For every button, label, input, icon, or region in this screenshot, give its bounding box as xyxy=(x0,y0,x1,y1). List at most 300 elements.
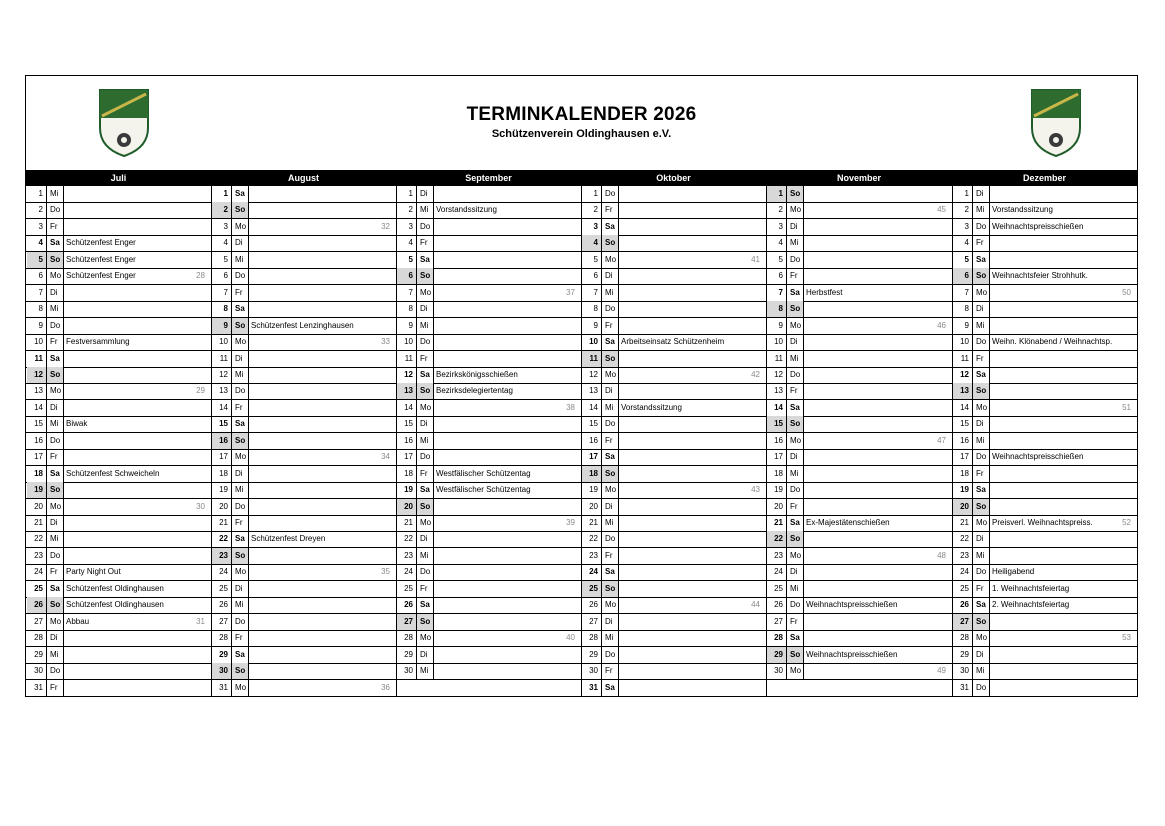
day-row[interactable] xyxy=(952,614,1137,630)
day-row[interactable] xyxy=(581,252,766,268)
day-row[interactable] xyxy=(211,499,396,515)
day-row[interactable] xyxy=(581,186,766,202)
day-row[interactable] xyxy=(581,202,766,218)
day-row[interactable] xyxy=(211,285,396,301)
day-row[interactable] xyxy=(581,597,766,613)
day-row[interactable] xyxy=(952,630,1137,646)
day-row[interactable] xyxy=(952,268,1137,284)
day-number: 8 xyxy=(767,301,786,317)
week-number: 37 xyxy=(566,288,575,297)
day-row[interactable] xyxy=(26,416,211,432)
weekday-label: Do xyxy=(976,452,987,461)
event-text xyxy=(249,548,395,564)
weekday-label: Mi xyxy=(605,288,614,297)
day-row[interactable] xyxy=(766,647,952,663)
day-row[interactable] xyxy=(396,351,581,367)
day-row[interactable] xyxy=(766,531,952,547)
day-row[interactable] xyxy=(396,219,581,235)
day-row[interactable] xyxy=(766,268,952,284)
day-row[interactable] xyxy=(581,383,766,399)
day-row[interactable] xyxy=(766,334,952,350)
day-row[interactable] xyxy=(766,449,952,465)
day-row[interactable] xyxy=(766,202,952,218)
day-row[interactable] xyxy=(581,351,766,367)
week-number: 36 xyxy=(381,683,390,692)
day-row[interactable] xyxy=(396,301,581,317)
day-row[interactable] xyxy=(26,663,211,679)
day-row[interactable] xyxy=(766,614,952,630)
day-row[interactable] xyxy=(952,334,1137,350)
day-row[interactable] xyxy=(581,531,766,547)
day-row[interactable] xyxy=(211,597,396,613)
day-row[interactable] xyxy=(581,334,766,350)
event-text: Preisverl. Weihnachtspreiss. xyxy=(992,518,1093,527)
day-row[interactable] xyxy=(952,186,1137,202)
event-text xyxy=(249,186,395,202)
event-text xyxy=(249,433,395,449)
day-row[interactable] xyxy=(211,482,396,498)
day-number: 2 xyxy=(964,205,969,214)
day-row[interactable] xyxy=(396,515,581,531)
day-row[interactable] xyxy=(211,630,396,646)
day-row[interactable] xyxy=(26,268,211,284)
day-row[interactable] xyxy=(26,564,211,580)
event-text xyxy=(64,499,210,515)
day-row[interactable] xyxy=(396,186,581,202)
day-row[interactable] xyxy=(396,581,581,597)
day-row[interactable] xyxy=(26,400,211,416)
day-row[interactable] xyxy=(26,515,211,531)
day-row[interactable] xyxy=(952,466,1137,482)
day-row[interactable] xyxy=(396,531,581,547)
day-number: 14 xyxy=(774,403,783,412)
event-text xyxy=(249,367,395,383)
day-number: 31 xyxy=(960,683,969,692)
day-row[interactable] xyxy=(211,202,396,218)
day-number: 28 xyxy=(404,633,413,642)
day-row[interactable] xyxy=(26,597,211,613)
day-row[interactable] xyxy=(26,449,211,465)
day-row[interactable] xyxy=(766,186,952,202)
day-number: 10 xyxy=(404,337,413,346)
event-text: Schützenfest Lenzinghausen xyxy=(251,321,354,330)
day-row[interactable] xyxy=(26,301,211,317)
day-row[interactable] xyxy=(396,400,581,416)
day-number: 26 xyxy=(774,600,783,609)
weekday-label: Sa xyxy=(235,304,245,313)
day-row[interactable] xyxy=(952,449,1137,465)
day-row[interactable] xyxy=(766,383,952,399)
weekday-label: Mo xyxy=(605,370,617,379)
day-row[interactable] xyxy=(26,285,211,301)
day-row[interactable] xyxy=(396,663,581,679)
day-number: 6 xyxy=(397,268,416,284)
weekday-label: Mi xyxy=(790,584,799,593)
day-row[interactable] xyxy=(952,202,1137,218)
day-number: 15 xyxy=(767,416,786,432)
day-number: 12 xyxy=(27,367,46,383)
day-row[interactable] xyxy=(211,680,396,696)
day-number: 13 xyxy=(589,386,598,395)
day-number: 2 xyxy=(212,202,231,218)
day-row[interactable] xyxy=(766,400,952,416)
day-row[interactable] xyxy=(26,482,211,498)
day-row[interactable] xyxy=(396,202,581,218)
day-row[interactable] xyxy=(952,499,1137,515)
weekday-label: Mi xyxy=(235,255,244,264)
day-row[interactable] xyxy=(581,647,766,663)
day-row[interactable] xyxy=(26,647,211,663)
day-row[interactable] xyxy=(766,548,952,564)
event-text xyxy=(990,663,1136,679)
event-text xyxy=(804,400,951,416)
day-row[interactable] xyxy=(581,515,766,531)
day-row[interactable] xyxy=(766,482,952,498)
weekday-label: Do xyxy=(976,222,987,231)
day-number: 21 xyxy=(589,518,598,527)
day-row[interactable] xyxy=(952,285,1137,301)
day-row[interactable] xyxy=(581,548,766,564)
day-number: 31 xyxy=(34,683,43,692)
weekday-label: So xyxy=(973,383,989,399)
weekday-label: Di xyxy=(420,419,428,428)
day-row[interactable] xyxy=(581,268,766,284)
weekday-label: Mo xyxy=(235,452,247,461)
day-row[interactable] xyxy=(581,235,766,251)
day-row[interactable] xyxy=(396,499,581,515)
day-row[interactable] xyxy=(581,630,766,646)
weekday-label: Sa xyxy=(235,189,245,198)
day-row[interactable] xyxy=(766,466,952,482)
day-row[interactable] xyxy=(211,268,396,284)
event-text xyxy=(619,351,765,367)
day-row[interactable] xyxy=(396,482,581,498)
day-row[interactable] xyxy=(952,367,1137,383)
event-text xyxy=(64,515,210,531)
day-number: 20 xyxy=(397,499,416,515)
day-row[interactable] xyxy=(396,564,581,580)
day-row[interactable] xyxy=(766,416,952,432)
day-row[interactable] xyxy=(396,614,581,630)
day-row[interactable] xyxy=(581,680,766,696)
day-row[interactable] xyxy=(211,466,396,482)
day-row[interactable] xyxy=(396,597,581,613)
event-text xyxy=(249,581,395,597)
day-number: 21 xyxy=(774,518,783,527)
event-text xyxy=(64,301,210,317)
day-row[interactable] xyxy=(211,614,396,630)
event-text xyxy=(249,235,395,251)
event-text: Schützenfest Oldinghausen xyxy=(66,600,164,609)
weekday-label: Fr xyxy=(420,469,428,478)
day-row[interactable] xyxy=(211,515,396,531)
day-number: 24 xyxy=(34,567,43,576)
day-row[interactable] xyxy=(952,482,1137,498)
day-row[interactable] xyxy=(952,581,1137,597)
day-row[interactable] xyxy=(26,351,211,367)
day-row[interactable] xyxy=(766,318,952,334)
day-row[interactable] xyxy=(581,614,766,630)
day-row[interactable] xyxy=(396,252,581,268)
weekday-label: Mo xyxy=(605,600,617,609)
weekday-label: Do xyxy=(420,567,431,576)
day-number: 28 xyxy=(774,633,783,642)
day-row[interactable] xyxy=(26,334,211,350)
day-row[interactable] xyxy=(952,531,1137,547)
week-number: 33 xyxy=(381,337,390,346)
day-number: 23 xyxy=(404,551,413,560)
event-text xyxy=(249,219,395,235)
day-row[interactable] xyxy=(581,663,766,679)
day-row[interactable] xyxy=(952,416,1137,432)
day-row[interactable] xyxy=(211,235,396,251)
day-row[interactable] xyxy=(211,548,396,564)
weekday-label: Di xyxy=(235,354,243,363)
weekday-label: Sa xyxy=(976,600,986,609)
day-row[interactable] xyxy=(581,301,766,317)
day-number: 22 xyxy=(960,534,969,543)
day-row[interactable] xyxy=(952,351,1137,367)
day-row[interactable] xyxy=(952,680,1137,696)
day-row[interactable] xyxy=(211,351,396,367)
day-number: 30 xyxy=(404,666,413,675)
day-row[interactable] xyxy=(581,219,766,235)
day-row[interactable] xyxy=(211,663,396,679)
day-number: 1 xyxy=(593,189,598,198)
day-row[interactable] xyxy=(396,466,581,482)
day-row[interactable] xyxy=(766,515,952,531)
day-row[interactable] xyxy=(211,383,396,399)
day-row[interactable] xyxy=(211,186,396,202)
day-row[interactable] xyxy=(211,301,396,317)
day-row[interactable] xyxy=(766,367,952,383)
day-row[interactable] xyxy=(581,400,766,416)
day-number: 8 xyxy=(593,304,598,313)
day-number: 13 xyxy=(219,386,228,395)
day-row[interactable] xyxy=(952,301,1137,317)
day-row[interactable] xyxy=(26,202,211,218)
day-row[interactable] xyxy=(26,548,211,564)
day-number: 5 xyxy=(223,255,228,264)
day-row[interactable] xyxy=(581,367,766,383)
event-text xyxy=(434,301,580,317)
day-row[interactable] xyxy=(396,416,581,432)
day-row[interactable] xyxy=(396,318,581,334)
event-text xyxy=(990,301,1136,317)
day-row[interactable] xyxy=(952,433,1137,449)
day-row[interactable] xyxy=(211,564,396,580)
day-row[interactable] xyxy=(952,400,1137,416)
weekday-label: So xyxy=(973,614,989,630)
event-text xyxy=(619,564,765,580)
day-row[interactable] xyxy=(766,499,952,515)
day-row[interactable] xyxy=(26,433,211,449)
day-row[interactable] xyxy=(581,482,766,498)
day-row[interactable] xyxy=(396,334,581,350)
weekday-label: Mi xyxy=(790,238,799,247)
day-row[interactable] xyxy=(952,663,1137,679)
day-row[interactable] xyxy=(952,235,1137,251)
weekday-label: Di xyxy=(50,518,58,527)
day-row[interactable] xyxy=(26,581,211,597)
event-text xyxy=(434,531,580,547)
day-row[interactable] xyxy=(766,630,952,646)
event-text xyxy=(990,433,1136,449)
day-row[interactable] xyxy=(211,531,396,547)
week-number: 45 xyxy=(937,205,946,214)
day-row[interactable] xyxy=(766,285,952,301)
day-row[interactable] xyxy=(766,663,952,679)
day-row[interactable] xyxy=(396,285,581,301)
day-row[interactable] xyxy=(581,285,766,301)
day-number: 6 xyxy=(38,271,43,280)
day-row[interactable] xyxy=(766,219,952,235)
event-text xyxy=(804,548,951,564)
event-text xyxy=(619,235,765,251)
day-row[interactable] xyxy=(952,548,1137,564)
day-row[interactable] xyxy=(581,433,766,449)
day-number: 1 xyxy=(408,189,413,198)
event-text xyxy=(249,449,395,465)
day-row[interactable] xyxy=(211,647,396,663)
day-row[interactable] xyxy=(26,531,211,547)
event-text xyxy=(804,318,951,334)
day-row[interactable] xyxy=(952,564,1137,580)
day-row[interactable] xyxy=(952,383,1137,399)
day-row[interactable] xyxy=(211,318,396,334)
day-row[interactable] xyxy=(581,466,766,482)
day-row[interactable] xyxy=(396,235,581,251)
day-row[interactable] xyxy=(211,334,396,350)
day-row[interactable] xyxy=(26,614,211,630)
day-row[interactable] xyxy=(396,433,581,449)
row-divider xyxy=(766,679,952,680)
event-text xyxy=(434,351,580,367)
day-number: 24 xyxy=(774,567,783,576)
day-number: 4 xyxy=(778,238,783,247)
day-row[interactable] xyxy=(211,219,396,235)
day-row[interactable] xyxy=(396,367,581,383)
day-row[interactable] xyxy=(952,219,1137,235)
weekday-label: Sa xyxy=(605,452,615,461)
day-row[interactable] xyxy=(766,597,952,613)
day-row[interactable] xyxy=(766,351,952,367)
day-row[interactable] xyxy=(396,268,581,284)
weekday-label: Fr xyxy=(976,354,984,363)
day-row[interactable] xyxy=(766,564,952,580)
day-row[interactable] xyxy=(952,252,1137,268)
day-row[interactable] xyxy=(766,301,952,317)
weekday-label: Di xyxy=(605,617,613,626)
day-row[interactable] xyxy=(26,318,211,334)
day-row[interactable] xyxy=(26,235,211,251)
event-text xyxy=(990,367,1136,383)
event-text xyxy=(434,548,580,564)
day-row[interactable] xyxy=(26,680,211,696)
day-row[interactable] xyxy=(211,581,396,597)
day-number: 22 xyxy=(589,534,598,543)
day-row[interactable] xyxy=(26,186,211,202)
day-row[interactable] xyxy=(766,433,952,449)
day-row[interactable] xyxy=(26,367,211,383)
day-row[interactable] xyxy=(581,581,766,597)
day-row[interactable] xyxy=(581,318,766,334)
week-number: 49 xyxy=(937,666,946,675)
day-number: 10 xyxy=(960,337,969,346)
day-number: 26 xyxy=(589,600,598,609)
day-number: 24 xyxy=(589,567,598,576)
day-row[interactable] xyxy=(26,252,211,268)
event-text: Vorstandssitzung xyxy=(436,205,497,214)
day-row[interactable] xyxy=(211,433,396,449)
event-text xyxy=(804,449,951,465)
day-row[interactable] xyxy=(211,449,396,465)
day-number: 13 xyxy=(397,383,416,399)
day-row[interactable] xyxy=(952,647,1137,663)
event-text xyxy=(990,285,1136,301)
day-row[interactable] xyxy=(211,252,396,268)
day-row[interactable] xyxy=(211,416,396,432)
day-row[interactable] xyxy=(26,383,211,399)
day-row[interactable] xyxy=(26,219,211,235)
month-column xyxy=(396,186,581,696)
day-row[interactable] xyxy=(211,367,396,383)
event-text xyxy=(619,499,765,515)
day-row[interactable] xyxy=(26,499,211,515)
weekday-label: Mo xyxy=(790,436,802,445)
day-row[interactable] xyxy=(26,630,211,646)
day-row[interactable] xyxy=(766,235,952,251)
event-text xyxy=(619,515,765,531)
day-number: 14 xyxy=(404,403,413,412)
day-row[interactable] xyxy=(396,383,581,399)
event-text xyxy=(990,400,1136,416)
day-row[interactable] xyxy=(952,318,1137,334)
day-number: 16 xyxy=(960,436,969,445)
day-row[interactable] xyxy=(581,416,766,432)
day-number: 19 xyxy=(27,482,46,498)
week-number: 42 xyxy=(751,370,760,379)
day-row[interactable] xyxy=(396,647,581,663)
day-number: 14 xyxy=(219,403,228,412)
day-row[interactable] xyxy=(581,499,766,515)
day-number: 24 xyxy=(960,567,969,576)
day-row[interactable] xyxy=(581,564,766,580)
month-header-bar xyxy=(26,170,1137,186)
day-number: 25 xyxy=(404,584,413,593)
day-row[interactable] xyxy=(581,449,766,465)
day-row[interactable] xyxy=(26,466,211,482)
day-row[interactable] xyxy=(952,597,1137,613)
weekday-label: Mi xyxy=(235,600,244,609)
weekday-label: Do xyxy=(790,255,801,264)
weekday-label: Mi xyxy=(976,666,985,675)
day-row[interactable] xyxy=(766,581,952,597)
day-number: 11 xyxy=(404,354,413,363)
day-row[interactable] xyxy=(211,400,396,416)
event-text xyxy=(64,285,210,301)
day-row[interactable] xyxy=(396,449,581,465)
day-row[interactable] xyxy=(396,548,581,564)
weekday-label: Mi xyxy=(790,469,799,478)
day-row[interactable] xyxy=(952,515,1137,531)
day-number: 11 xyxy=(219,354,228,363)
day-number: 19 xyxy=(774,485,783,494)
day-row[interactable] xyxy=(396,630,581,646)
event-text xyxy=(64,318,210,334)
day-number: 3 xyxy=(38,222,43,231)
day-row[interactable] xyxy=(766,252,952,268)
